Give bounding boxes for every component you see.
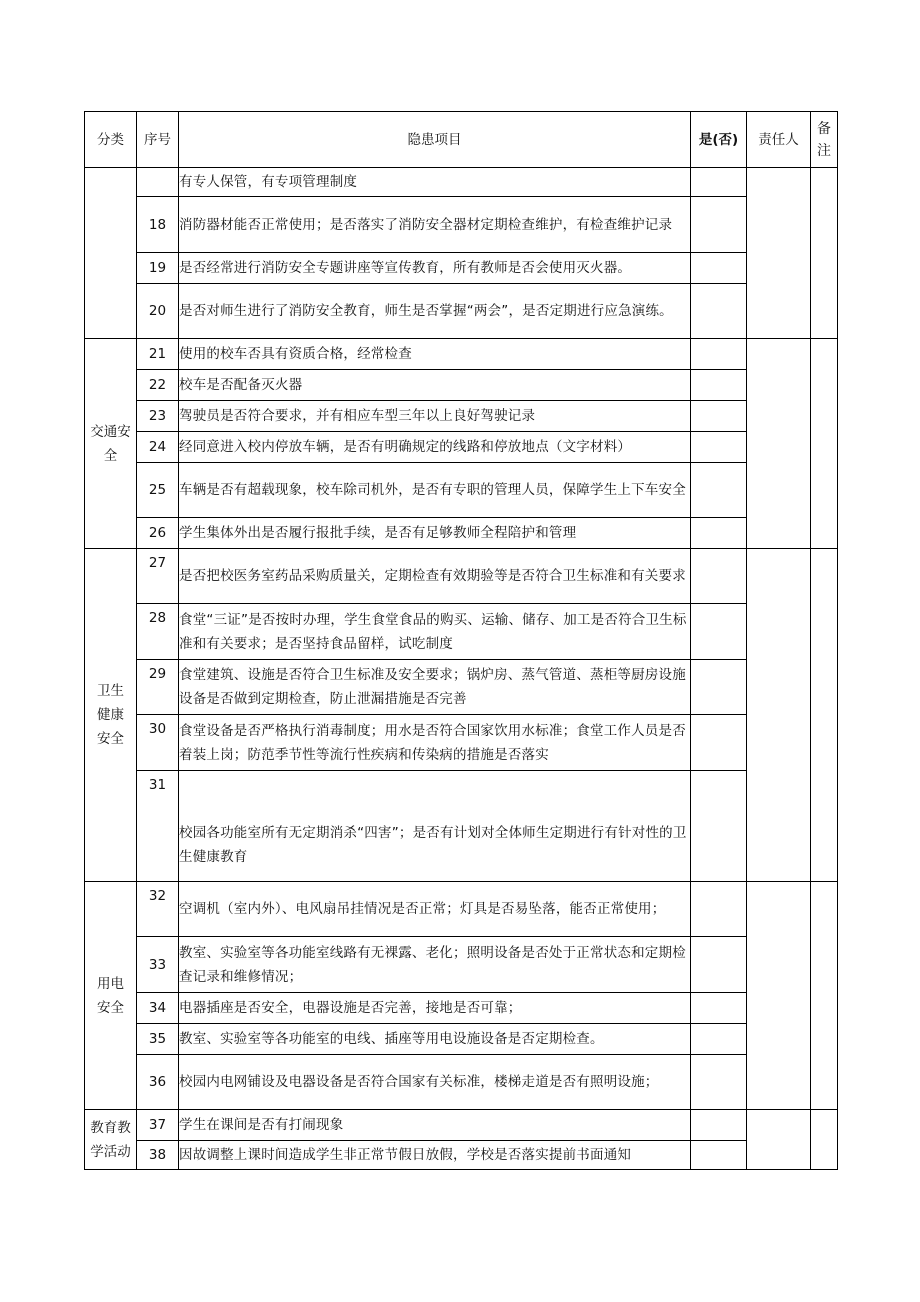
row-item: 食堂建筑、设施是否符合卫生标准及安全要求；锅炉房、蒸气管道、蒸柜等厨房设施设备是否做到定期检查，防止泄漏措施是否完善 bbox=[179, 660, 691, 715]
category-cell-fire bbox=[85, 168, 137, 339]
remarks-cell[interactable] bbox=[811, 549, 838, 882]
yes-no-cell[interactable] bbox=[691, 1110, 747, 1141]
row-number: 34 bbox=[137, 993, 179, 1024]
row-item: 电器插座是否安全，电器设施是否完善，接地是否可靠； bbox=[179, 993, 691, 1024]
row-item: 消防器材能否正常使用；是否落实了消防安全器材定期检查维护，有检查维护记录 bbox=[179, 197, 691, 253]
table-row bbox=[85, 518, 838, 549]
row-number: 20 bbox=[137, 284, 179, 339]
header-remarks: 备注 bbox=[811, 112, 838, 168]
responsible-cell[interactable] bbox=[747, 882, 811, 1110]
table-row bbox=[85, 432, 838, 463]
header-row bbox=[85, 112, 838, 168]
yes-no-cell[interactable] bbox=[691, 339, 747, 370]
table-row bbox=[85, 882, 838, 937]
row-number: 31 bbox=[137, 771, 179, 882]
row-item: 学生在课间是否有打闹现象 bbox=[179, 1110, 691, 1141]
row-number: 30 bbox=[137, 715, 179, 771]
row-number: 27 bbox=[137, 549, 179, 604]
row-item: 是否对师生进行了消防安全教育，师生是否掌握“两会”，是否定期进行应急演练。 bbox=[179, 284, 691, 339]
row-item: 是否经常进行消防安全专题讲座等宣传教育，所有教师是否会使用灭火器。 bbox=[179, 253, 691, 284]
responsible-cell[interactable] bbox=[747, 339, 811, 549]
yes-no-cell[interactable] bbox=[691, 253, 747, 284]
row-number: 33 bbox=[137, 937, 179, 993]
yes-no-cell[interactable] bbox=[691, 771, 747, 882]
row-item: 车辆是否有超载现象，校车除司机外，是否有专职的管理人员，保障学生上下车安全 bbox=[179, 463, 691, 518]
row-number bbox=[137, 168, 179, 197]
yes-no-cell[interactable] bbox=[691, 1141, 747, 1170]
yes-no-cell[interactable] bbox=[691, 937, 747, 993]
row-item: 食堂“三证”是否按时办理，学生食堂食品的购买、运输、储存、加工是否符合卫生标准和有关要求；是否坚持食品留样，试吃制度 bbox=[179, 604, 691, 660]
table-row bbox=[85, 284, 838, 339]
header-category: 分类 bbox=[85, 112, 137, 168]
yes-no-cell[interactable] bbox=[691, 604, 747, 660]
yes-no-cell[interactable] bbox=[691, 197, 747, 253]
responsible-cell[interactable] bbox=[747, 1110, 811, 1170]
row-number: 24 bbox=[137, 432, 179, 463]
remarks-cell[interactable] bbox=[811, 1110, 838, 1170]
row-number: 25 bbox=[137, 463, 179, 518]
table-row bbox=[85, 339, 838, 370]
row-item: 教室、实验室等各功能室的电线、插座等用电设施设备是否定期检查。 bbox=[179, 1024, 691, 1055]
table-row bbox=[85, 1024, 838, 1055]
row-item: 校车是否配备灭火器 bbox=[179, 370, 691, 401]
responsible-cell[interactable] bbox=[747, 168, 811, 339]
row-item: 有专人保管，有专项管理制度 bbox=[179, 168, 691, 197]
row-number: 37 bbox=[137, 1110, 179, 1141]
remarks-cell[interactable] bbox=[811, 168, 838, 339]
yes-no-cell[interactable] bbox=[691, 518, 747, 549]
row-item: 使用的校车否具有资质合格，经常检查 bbox=[179, 339, 691, 370]
remarks-cell[interactable] bbox=[811, 882, 838, 1110]
yes-no-cell[interactable] bbox=[691, 549, 747, 604]
table-row bbox=[85, 993, 838, 1024]
yes-no-cell[interactable] bbox=[691, 1055, 747, 1110]
category-health: 卫生健康安全 bbox=[85, 549, 137, 882]
yes-no-cell[interactable] bbox=[691, 993, 747, 1024]
hazard-table bbox=[84, 111, 838, 1170]
row-item: 是否把校医务室药品采购质量关，定期检查有效期验等是否符合卫生标准和有关要求 bbox=[179, 549, 691, 604]
table-row bbox=[85, 1110, 838, 1141]
remarks-cell[interactable] bbox=[811, 339, 838, 549]
category-electric: 用电安全 bbox=[85, 882, 137, 1110]
hazard-checklist bbox=[84, 111, 838, 1170]
yes-no-cell[interactable] bbox=[691, 1024, 747, 1055]
table-row bbox=[85, 1141, 838, 1170]
row-item: 校园各功能室所有无定期消杀“四害”；是否有计划对全体师生定期进行有针对性的卫生健康教育 bbox=[179, 771, 691, 882]
row-item: 食堂设备是否严格执行消毒制度；用水是否符合国家饮用水标准；食堂工作人员是否着装上岗；防范季节性等流行性疾病和传染病的措施是否落实 bbox=[179, 715, 691, 771]
yes-no-cell[interactable] bbox=[691, 168, 747, 197]
table-row bbox=[85, 715, 838, 771]
row-number: 29 bbox=[137, 660, 179, 715]
row-item: 经同意进入校内停放车辆，是否有明确规定的线路和停放地点（文字材料） bbox=[179, 432, 691, 463]
yes-no-cell[interactable] bbox=[691, 463, 747, 518]
table-row bbox=[85, 370, 838, 401]
header-yes-no: 是(否) bbox=[691, 112, 747, 168]
table-row bbox=[85, 549, 838, 604]
row-number: 23 bbox=[137, 401, 179, 432]
row-item: 校园内电网铺设及电器设备是否符合国家有关标准，楼梯走道是否有照明设施； bbox=[179, 1055, 691, 1110]
yes-no-cell[interactable] bbox=[691, 370, 747, 401]
yes-no-cell[interactable] bbox=[691, 715, 747, 771]
row-number: 36 bbox=[137, 1055, 179, 1110]
yes-no-cell[interactable] bbox=[691, 432, 747, 463]
row-item: 学生集体外出是否履行报批手续，是否有足够教师全程陪护和管理 bbox=[179, 518, 691, 549]
row-number: 38 bbox=[137, 1141, 179, 1170]
category-teaching: 教育教学活动 bbox=[85, 1110, 137, 1170]
table-row bbox=[85, 168, 838, 197]
row-number: 35 bbox=[137, 1024, 179, 1055]
row-number: 28 bbox=[137, 604, 179, 660]
header-responsible: 责任人 bbox=[747, 112, 811, 168]
table-row bbox=[85, 604, 838, 660]
yes-no-cell[interactable] bbox=[691, 284, 747, 339]
yes-no-cell[interactable] bbox=[691, 660, 747, 715]
row-item: 空调机（室内外）、电风扇吊挂情况是否正常；灯具是否易坠落，能否正常使用； bbox=[179, 882, 691, 937]
header-item: 隐患项目 bbox=[179, 112, 691, 168]
table-row bbox=[85, 401, 838, 432]
row-number: 22 bbox=[137, 370, 179, 401]
table-row bbox=[85, 771, 838, 882]
row-number: 32 bbox=[137, 882, 179, 937]
category-traffic: 交通安全 bbox=[85, 339, 137, 549]
table-row bbox=[85, 937, 838, 993]
table-row bbox=[85, 463, 838, 518]
yes-no-cell[interactable] bbox=[691, 882, 747, 937]
header-number: 序号 bbox=[137, 112, 179, 168]
row-item: 因故调整上课时间造成学生非正常节假日放假，学校是否落实提前书面通知 bbox=[179, 1141, 691, 1170]
row-number: 26 bbox=[137, 518, 179, 549]
table-row bbox=[85, 253, 838, 284]
table-row bbox=[85, 1055, 838, 1110]
row-item: 驾驶员是否符合要求，并有相应车型三年以上良好驾驶记录 bbox=[179, 401, 691, 432]
table-row bbox=[85, 197, 838, 253]
row-number: 19 bbox=[137, 253, 179, 284]
yes-no-cell[interactable] bbox=[691, 401, 747, 432]
responsible-cell[interactable] bbox=[747, 549, 811, 882]
row-item: 教室、实验室等各功能室线路有无裸露、老化；照明设备是否处于正常状态和定期检查记录和维修情况； bbox=[179, 937, 691, 993]
row-number: 21 bbox=[137, 339, 179, 370]
table-row bbox=[85, 660, 838, 715]
row-number: 18 bbox=[137, 197, 179, 253]
